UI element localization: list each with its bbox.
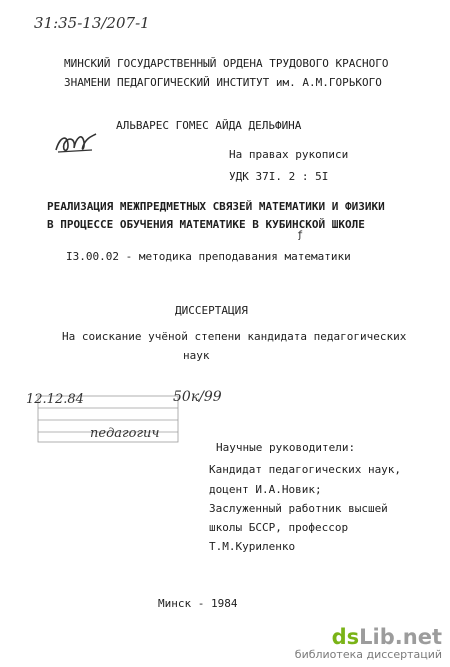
supervisor-1-degree: Кандидат педагогических наук, — [209, 463, 402, 476]
manuscript-rights-note: На правах рукописи — [229, 148, 349, 161]
specialty-code: I3.00.02 - методика преподавания математики — [66, 250, 351, 263]
dslib-logo — [295, 626, 442, 648]
thesis-title-line-1: РЕАЛИЗАЦИЯ МЕЖПРЕДМЕТНЫХ СВЯЗЕЙ МАТЕМАТИКИ И ФИЗИКИ — [47, 200, 385, 213]
degree-line-2: наук — [183, 349, 210, 362]
place-and-year: Минск - 1984 — [158, 597, 238, 610]
stamp-hand-number: 50к/99 — [173, 389, 222, 405]
stamp-hand-word: педагогич — [90, 426, 160, 441]
accent-mark: ƒ — [297, 230, 304, 241]
supervisors-heading: Научные руководители: — [216, 441, 356, 454]
thesis-title-line-2: В ПРОЦЕССЕ ОБУЧЕНИЯ МАТЕМАТИКЕ В КУБИНСКОЙ ШКОЛЕ — [47, 218, 365, 231]
supervisor-2-rank: школы БССР, профессор — [209, 521, 349, 534]
institute-line-1: МИНСКИЙ ГОСУДАРСТВЕННЫЙ ОРДЕНА ТРУДОВОГО КРАСНОГО — [64, 57, 389, 70]
signature-mark — [54, 130, 98, 156]
handwritten-archive-code: 31:35-13/207-1 — [34, 14, 150, 32]
dslib-watermark — [295, 626, 442, 661]
supervisor-1-name: доцент И.А.Новик; — [209, 483, 322, 496]
supervisor-2-name: Т.М.Куриленко — [209, 540, 296, 553]
stamp-date: 12.12.84 — [26, 392, 84, 407]
dslib-subtitle: библиотека диссертаций — [294, 648, 442, 661]
document-type: ДИССЕРТАЦИЯ — [175, 304, 248, 317]
dslib-logo-ds: ds — [331, 625, 360, 649]
degree-line-1: На соискание учёной степени кандидата педагогических — [62, 330, 407, 343]
author-name: АЛЬВАРЕС ГОМЕС АЙДА ДЕЛЬФИНА — [116, 119, 302, 132]
institute-line-2: ЗНАМЕНИ ПЕДАГОГИЧЕСКИЙ ИНСТИТУТ им. А.М.ГОРЬКОГО — [64, 76, 382, 89]
udc-code: УДК 37I. 2 : 5I — [229, 170, 329, 183]
dslib-logo-lib: Lib.net — [359, 625, 442, 649]
supervisor-2-title: Заслуженный работник высшей — [209, 502, 388, 515]
